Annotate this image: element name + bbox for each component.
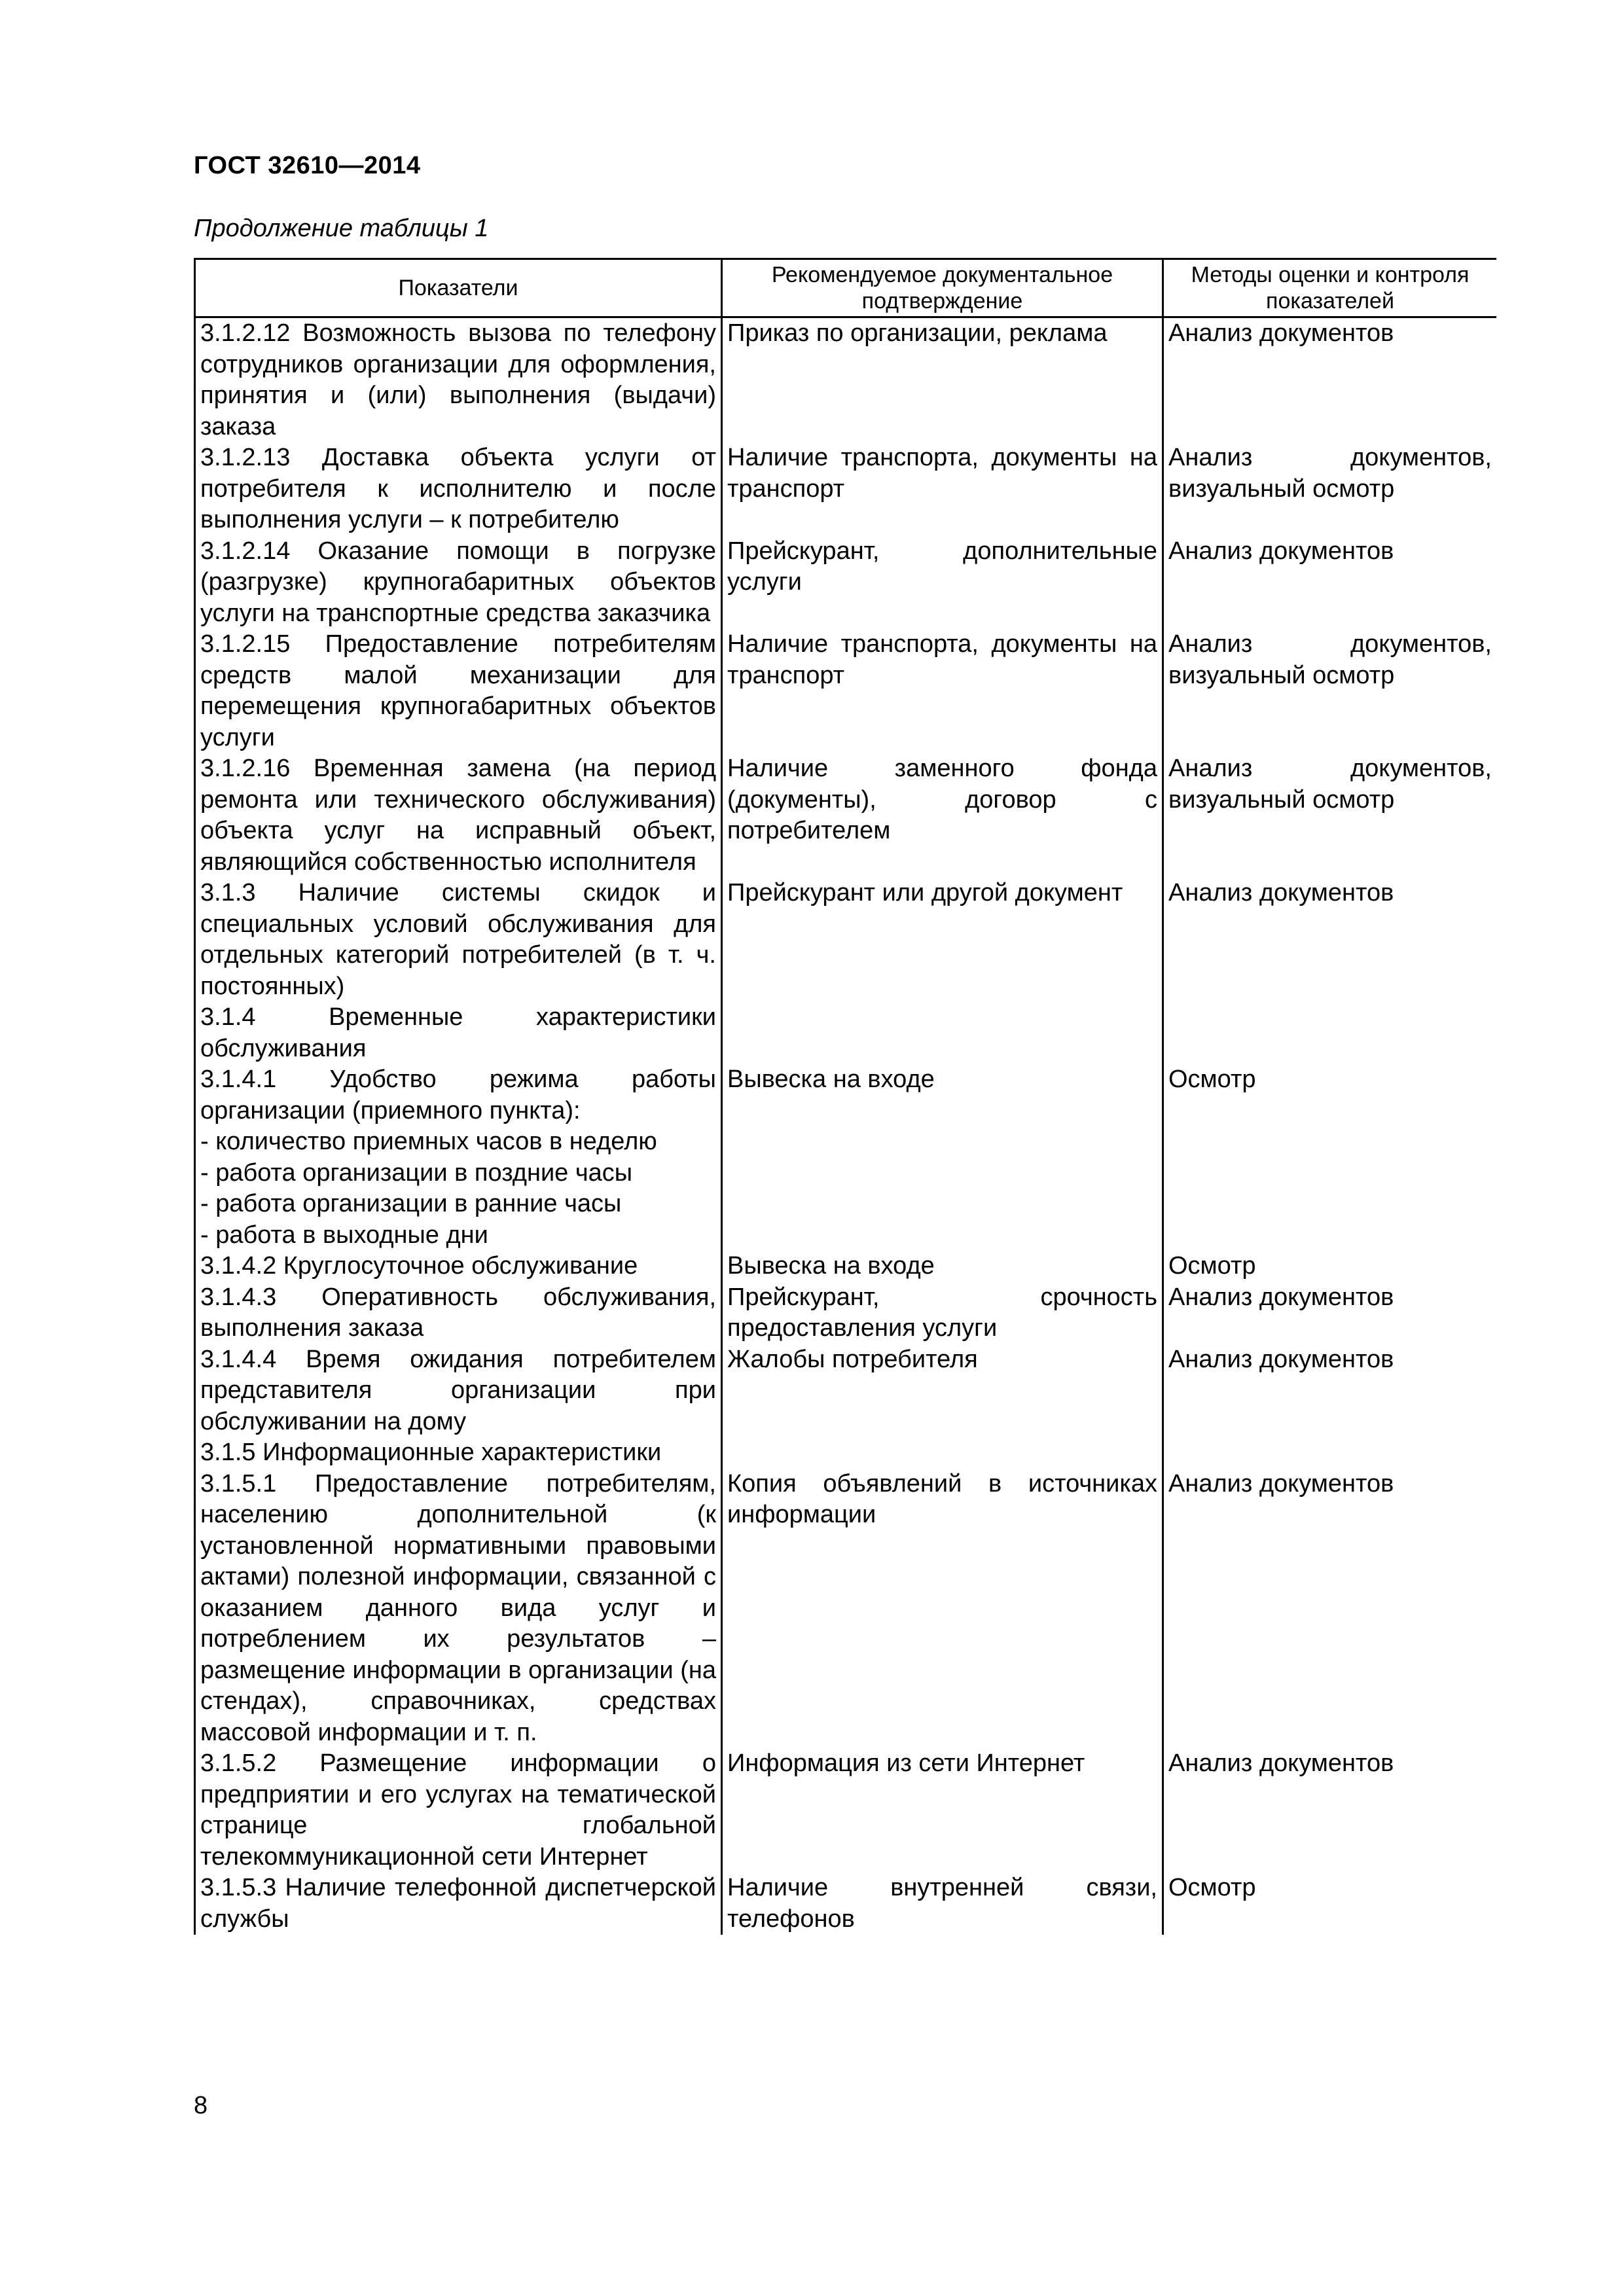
confirmation-cell: Приказ по организации, реклама [722,317,1163,443]
indicator-list-item: - работа организации в ранние часы [200,1190,622,1217]
indicator-cell: 3.1.2.12 Возможность вызова по телефону сотрудников организации для оформления, принятия и (или) выполнения (выдачи) заказа [195,317,722,443]
confirmation-cell: Наличие внутренней связи, телефонов [722,1873,1163,1935]
table-row [195,1469,1497,1749]
indicator-cell: 3.1.2.13 Доставка объекта услуги от потребителя к исполнителю и после выполнения услуги – к потребителю [195,442,722,536]
indicator-cell: 3.1.5.1 Предоставление потребителям, населению дополнительной (к установленной нормативными правовыми актами) полезной информации, связанной с оказанием данного вида услуг и потреблением их результатов – размещение информации в организации (на стендах), справочниках, средствах массовой информации и т. п. [195,1469,722,1749]
table-header [195,259,1497,317]
table-row [195,629,1497,753]
confirmation-cell: Копия объявлений в источниках информации [722,1469,1163,1749]
indicator-cell: 3.1.2.16 Временная замена (на период ремонта или технического обслуживания) объекта услуг на исправный объект, являющийся собственностью исполнителя [195,753,722,878]
confirmation-cell: Наличие транспорта, документы на транспорт [722,442,1163,536]
indicator-cell: 3.1.4.3 Оперативность обслуживания, выполнения заказа [195,1282,722,1344]
table-row [195,1282,1497,1344]
method-cell: Анализ документов [1163,1282,1497,1344]
method-cell: Осмотр [1163,1251,1497,1282]
indicator-cell: 3.1.4.4 Время ожидания потребителем представителя организации при обслуживании на дому [195,1344,722,1438]
method-cell [1163,1002,1497,1064]
table-row [195,1873,1497,1935]
table-row [195,1437,1497,1469]
confirmation-cell [722,1002,1163,1064]
method-cell: Анализ документов [1163,317,1497,443]
method-cell: Анализ документов [1163,1469,1497,1749]
indicator-cell: 3.1.5.2 Размещение информации о предприятии и его услугах на тематической странице глобальной телекоммуникационной сети Интернет [195,1748,722,1873]
indicator-text: 3.1.4.1 Удобство режима работы организации (приемного пункта): [200,1066,716,1124]
indicator-cell: 3.1.4.2 Круглосуточное обслуживание [195,1251,722,1282]
document-standard-header: ГОСТ 32610—2014 [194,152,421,179]
method-cell: Осмотр [1163,1064,1497,1251]
confirmation-cell: Прейскурант, срочность предоставления услуги [722,1282,1163,1344]
method-cell: Анализ документов [1163,878,1497,1002]
method-cell: Анализ документов [1163,1748,1497,1873]
method-cell: Осмотр [1163,1873,1497,1935]
indicator-cell: 3.1.5.3 Наличие телефонной диспетчерской службы [195,1873,722,1935]
table-row [195,442,1497,536]
indicators-table [194,258,1496,1935]
confirmation-cell [722,1437,1163,1469]
table-row [195,536,1497,630]
confirmation-cell: Наличие транспорта, документы на транспорт [722,629,1163,753]
indicator-list-item: - работа в выходные дни [200,1221,488,1249]
method-cell: Анализ документов [1163,536,1497,630]
confirmation-cell: Вывеска на входе [722,1251,1163,1282]
indicator-cell: 3.1.4 Временные характеристики обслуживания [195,1002,722,1064]
table-row [195,1002,1497,1064]
indicator-cell: 3.1.2.15 Предоставление потребителям средств малой механизации для перемещения крупногабаритных объектов услуги [195,629,722,753]
method-cell [1163,1437,1497,1469]
table-row [195,1064,1497,1251]
indicator-cell: 3.1.2.14 Оказание помощи в погрузке (разгрузке) крупногабаритных объектов услуги на транспортные средства заказчика [195,536,722,630]
method-cell: Анализ документов, визуальный осмотр [1163,753,1497,878]
confirmation-cell: Прейскурант или другой документ [722,878,1163,1002]
table-row [195,1748,1497,1873]
table-body [195,317,1497,1935]
confirmation-cell: Информация из сети Интернет [722,1748,1163,1873]
method-cell: Анализ документов, визуальный осмотр [1163,629,1497,753]
table-continuation-caption: Продолжение таблицы 1 [194,215,489,242]
column-header-methods: Методы оценки и контроля показателей [1163,259,1497,317]
indicator-cell: 3.1.5 Информационные характеристики [195,1437,722,1469]
method-cell: Анализ документов [1163,1344,1497,1438]
table-row [195,753,1497,878]
table-row [195,1344,1497,1438]
table-row [195,878,1497,1002]
confirmation-cell: Прейскурант, дополнительные услуги [722,536,1163,630]
indicator-list-item: - работа организации в поздние часы [200,1158,633,1187]
confirmation-cell: Наличие заменного фонда (документы), договор с потребителем [722,753,1163,878]
column-header-confirmation: Рекомендуемое документальное подтверждение [722,259,1163,317]
page-number: 8 [194,2092,208,2119]
column-header-indicators: Показатели [195,259,722,317]
method-cell: Анализ документов, визуальный осмотр [1163,442,1497,536]
confirmation-cell: Жалобы потребителя [722,1344,1163,1438]
table-row [195,317,1497,443]
indicator-list-item: - количество приемных часов в неделю [200,1128,657,1155]
table-row [195,1251,1497,1282]
indicator-cell: 3.1.3 Наличие системы скидок и специальных условий обслуживания для отдельных категорий потребителей (в т. ч. постоянных) [195,878,722,1002]
table-header-row [195,259,1497,317]
indicator-cell [195,1064,722,1251]
confirmation-cell: Вывеска на входе [722,1064,1163,1251]
indicators-table-container [194,258,1496,2015]
